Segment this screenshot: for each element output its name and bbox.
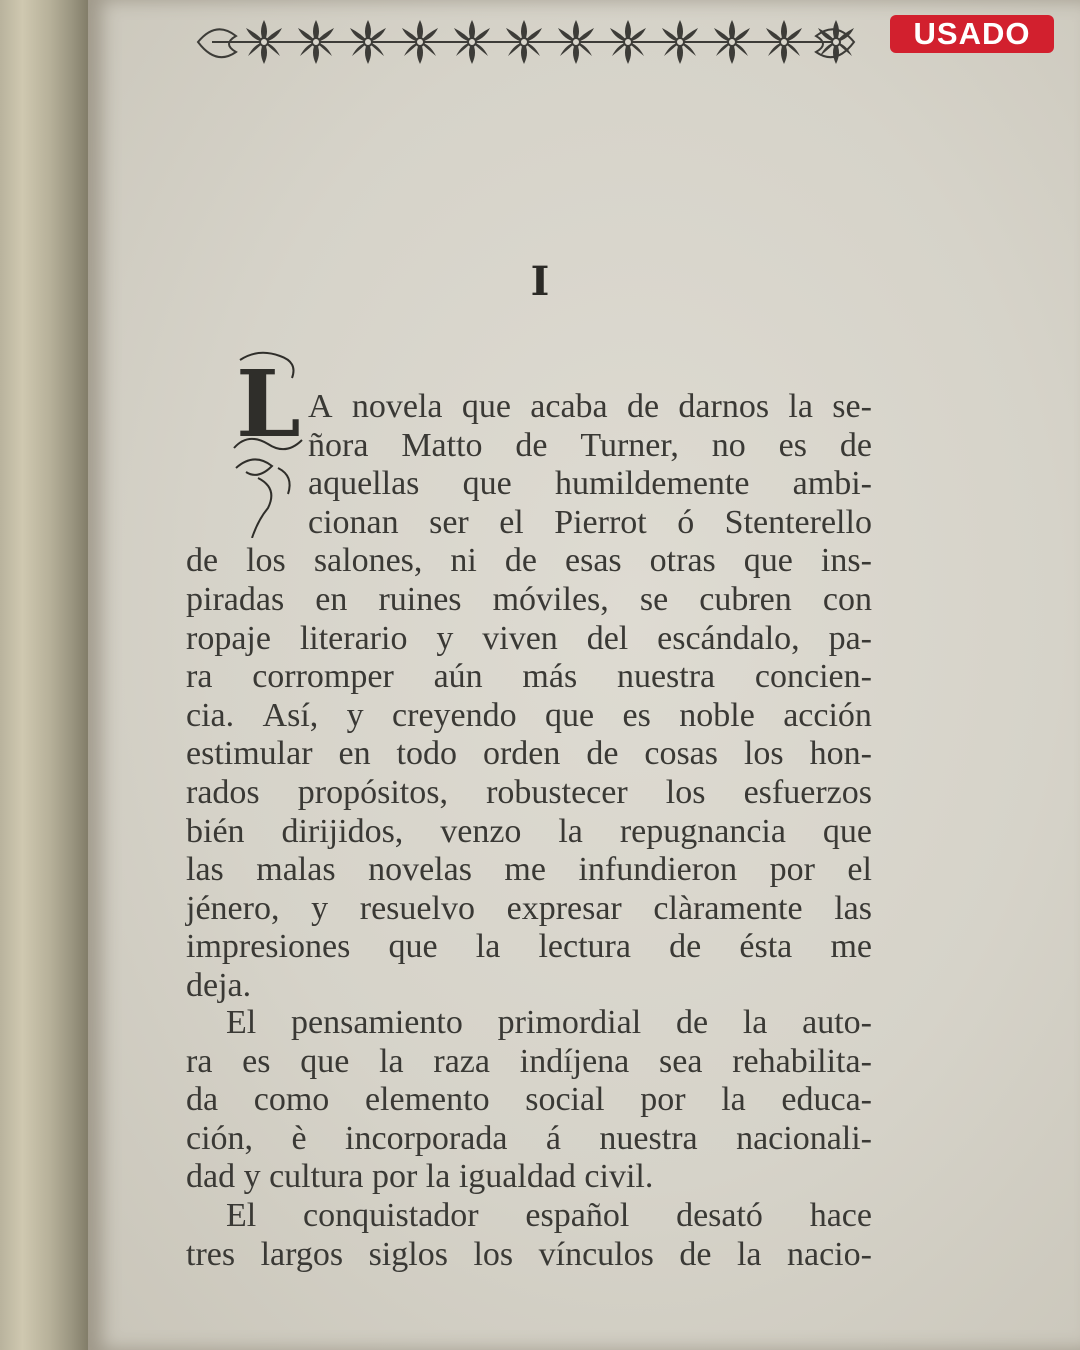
word: desató	[676, 1197, 763, 1234]
word: de	[675, 1004, 709, 1041]
word: novelas	[368, 851, 472, 889]
word: Stenterello	[724, 503, 872, 541]
word: en	[315, 580, 348, 618]
word: con	[822, 580, 872, 618]
word: concien-	[754, 658, 872, 696]
word: piradas	[186, 580, 285, 618]
word: y	[346, 696, 364, 734]
word: del	[586, 619, 629, 657]
text-line	[186, 928, 872, 967]
word: viven	[482, 619, 558, 657]
word: me	[504, 851, 546, 889]
word: á	[545, 1119, 561, 1157]
dropcap-letter: L	[236, 350, 301, 458]
word: vínculos	[538, 1235, 654, 1273]
word: incorporada	[345, 1119, 508, 1157]
word: hon-	[809, 735, 872, 773]
text-line	[186, 813, 872, 852]
word: la	[558, 812, 583, 850]
text-line	[186, 427, 872, 466]
word: ra	[186, 658, 213, 696]
word: tres	[186, 1235, 236, 1273]
word: ser	[429, 503, 469, 541]
word: malas	[256, 851, 336, 889]
word: cubren	[699, 580, 792, 618]
word: de	[669, 928, 702, 966]
paragraph-3	[186, 1197, 872, 1274]
text-line	[186, 1004, 872, 1043]
text-line	[186, 735, 872, 774]
word: esfuerzos	[743, 773, 872, 811]
text-line	[186, 581, 872, 620]
word: El	[226, 1197, 257, 1234]
word: aquellas	[308, 465, 420, 503]
word: lectura	[538, 928, 631, 966]
floral-ornament-band	[192, 10, 860, 74]
word: los	[246, 542, 286, 580]
text-line	[186, 1043, 872, 1082]
word: ins-	[820, 542, 872, 580]
word: A	[308, 388, 333, 425]
word: que	[743, 542, 793, 580]
text-line	[186, 388, 872, 427]
word: novela	[351, 388, 443, 425]
word: ra	[186, 1042, 213, 1080]
word: El	[226, 1004, 257, 1041]
text-line	[186, 851, 872, 890]
word: que	[822, 812, 872, 850]
word: ñora	[308, 426, 369, 464]
word: clàramente	[653, 889, 803, 927]
word: de	[186, 542, 219, 580]
word: robustecer	[486, 773, 628, 811]
word: me	[830, 928, 872, 966]
word: pa-	[828, 619, 872, 657]
word: todo	[396, 735, 457, 773]
word: las	[834, 889, 872, 927]
word: nuestra	[599, 1119, 698, 1157]
word: rados	[186, 773, 260, 811]
word: rehabilita-	[732, 1042, 872, 1080]
text-line	[186, 1120, 872, 1159]
word: humildemente	[554, 465, 750, 503]
word: los	[743, 735, 784, 773]
text-line	[186, 1236, 872, 1275]
word: escándalo,	[657, 619, 800, 657]
word: educa-	[781, 1081, 872, 1119]
word: que	[461, 388, 511, 425]
word: como	[253, 1081, 330, 1119]
word: impresiones	[186, 928, 351, 966]
word: de	[586, 735, 619, 773]
word: los	[665, 773, 706, 811]
word: Matto	[401, 426, 483, 464]
word: los	[473, 1235, 514, 1273]
word: por	[640, 1081, 686, 1119]
word: largos	[260, 1235, 344, 1273]
word: ropaje	[186, 619, 271, 657]
word: que	[388, 928, 438, 966]
word: hace	[809, 1197, 872, 1234]
word: Pierrot	[554, 503, 647, 541]
chapter-numeral: I	[530, 258, 550, 305]
word: siglos	[368, 1235, 448, 1273]
word: indíjena	[519, 1042, 630, 1080]
word: y	[436, 619, 454, 657]
word: acaba	[530, 388, 608, 425]
word: ruines	[378, 580, 462, 618]
word: de	[504, 542, 537, 580]
word: primordial	[497, 1004, 642, 1041]
text-line	[186, 504, 872, 543]
word: auto-	[802, 1004, 872, 1041]
word: repugnancia	[619, 812, 786, 850]
word: Así,	[262, 696, 319, 734]
text-line: deja.	[186, 966, 252, 1004]
text-line	[186, 890, 872, 929]
word: dirijidos,	[281, 812, 404, 850]
word: è	[291, 1119, 307, 1157]
book-spine-edge	[0, 0, 90, 1350]
text-line	[186, 620, 872, 659]
word: creyendo	[392, 696, 517, 734]
word: aún	[433, 658, 483, 696]
word: por	[769, 851, 815, 889]
word: conquistador	[303, 1197, 479, 1234]
word: elemento	[364, 1081, 490, 1119]
word: de	[839, 426, 872, 464]
word: esas	[565, 542, 622, 580]
word: noble	[679, 696, 755, 734]
text-line	[186, 542, 872, 581]
word: orden	[482, 735, 561, 773]
word: nacionali-	[736, 1119, 872, 1157]
word: corromper	[252, 658, 394, 696]
used-condition-badge: USADO	[890, 15, 1054, 53]
word: pensamiento	[291, 1004, 463, 1041]
word: nuestra	[616, 658, 716, 696]
word: la	[736, 1235, 762, 1273]
word: las	[186, 851, 224, 889]
text-line	[186, 697, 872, 736]
word: sea	[659, 1042, 703, 1080]
word: la	[742, 1004, 768, 1041]
word: raza	[433, 1042, 490, 1080]
word: se	[639, 580, 669, 618]
word: propósitos,	[297, 773, 448, 811]
word: el	[499, 503, 524, 541]
word: el	[847, 851, 872, 889]
text-line	[186, 774, 872, 813]
word: ambi-	[792, 465, 872, 503]
word: de	[626, 388, 660, 425]
word: y	[311, 889, 329, 927]
word: la	[475, 928, 501, 966]
word: resuelvo	[359, 889, 475, 927]
word: que	[545, 696, 595, 734]
text-line	[186, 1197, 872, 1236]
text-line	[186, 465, 872, 504]
word: social	[525, 1081, 605, 1119]
word: expresar	[506, 889, 622, 927]
word: otras	[649, 542, 716, 580]
paragraph-1	[186, 388, 872, 1006]
word: Turner,	[580, 426, 679, 464]
word: ción,	[186, 1119, 254, 1157]
word: venzo	[440, 812, 522, 850]
word: salones,	[313, 542, 423, 580]
word: cia.	[186, 696, 235, 734]
word: ésta	[739, 928, 793, 966]
word: jénero,	[186, 889, 280, 927]
word: bién	[186, 812, 245, 850]
word: nacio-	[786, 1235, 872, 1273]
word: se-	[832, 388, 872, 425]
word: ó	[677, 503, 695, 541]
text-line	[186, 658, 872, 697]
word: de	[515, 426, 548, 464]
word: es	[242, 1042, 271, 1080]
word: que	[300, 1042, 350, 1080]
word: literario	[299, 619, 408, 657]
word: estimular	[186, 735, 313, 773]
word: cionan	[308, 503, 399, 541]
word: es	[622, 696, 651, 734]
word: cosas	[644, 735, 719, 773]
word: no	[711, 426, 746, 464]
word: da	[186, 1081, 219, 1119]
word: ni	[450, 542, 477, 580]
word: darnos	[678, 388, 770, 425]
word: la	[788, 388, 813, 425]
word: es	[778, 426, 807, 464]
word: móviles,	[492, 580, 609, 618]
word: más	[522, 658, 578, 696]
paragraph-2	[186, 1004, 872, 1197]
word: de	[679, 1235, 712, 1273]
word: infundieron	[578, 851, 738, 889]
word: la	[721, 1081, 746, 1119]
word: acción	[783, 696, 872, 734]
text-line	[186, 1081, 872, 1120]
word: español	[525, 1197, 630, 1234]
word: en	[338, 735, 371, 773]
word: la	[379, 1042, 404, 1080]
text-line: dad y cultura por la igualdad civil.	[186, 1158, 654, 1196]
word: que	[462, 465, 512, 503]
